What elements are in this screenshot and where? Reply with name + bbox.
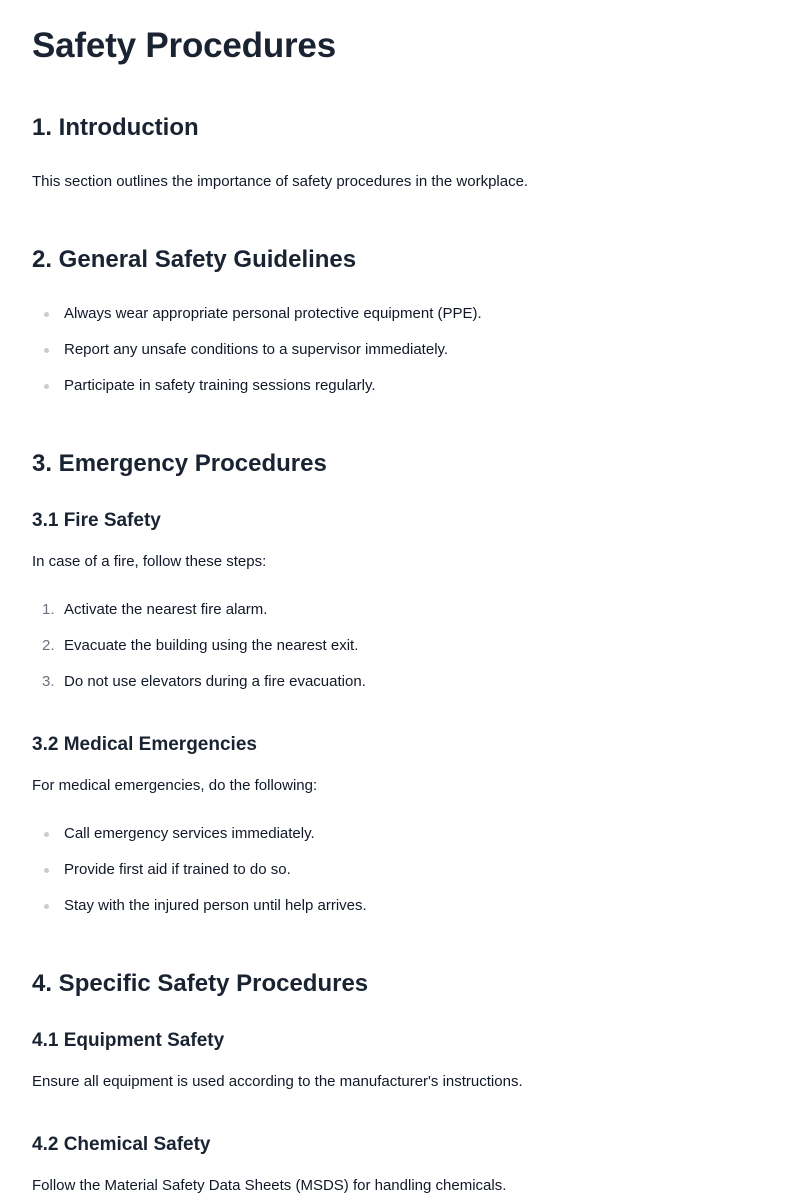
list-item: Provide first aid if trained to do so. [32, 860, 768, 896]
chemical-text: Follow the Material Safety Data Sheets (MSDS) for handling chemicals. [32, 1177, 507, 1194]
fire-safety-steps [32, 600, 768, 708]
section-heading-emergency: 3. Emergency Procedures [32, 450, 327, 477]
fire-safety-text: In case of a fire, follow these steps: [32, 553, 267, 570]
page-title: Safety Procedures [32, 26, 336, 65]
subsection-heading-medical: 3.2 Medical Emergencies [32, 734, 257, 755]
step-text: Do not use elevators during a fire evacuation. [64, 673, 366, 690]
medical-text: For medical emergencies, do the following: [32, 777, 318, 794]
subsection-heading-chemical: 4.2 Chemical Safety [32, 1134, 211, 1155]
equipment-text: Ensure all equipment is used according to the manufacturer's instructions. [32, 1073, 523, 1090]
step-number: 3. [42, 673, 55, 690]
general-safety-list [32, 304, 768, 412]
list-item [32, 636, 768, 672]
subsection-heading-fire-safety: 3.1 Fire Safety [32, 510, 161, 531]
medical-list [32, 824, 768, 932]
section-heading-introduction: 1. Introduction [32, 114, 199, 141]
section-heading-general-safety: 2. General Safety Guidelines [32, 246, 357, 273]
step-text: Evacuate the building using the nearest exit. [64, 637, 359, 654]
step-number: 1. [42, 601, 55, 618]
step-number: 2. [42, 637, 55, 654]
list-item: Always wear appropriate personal protective equipment (PPE). [32, 304, 768, 340]
list-item [32, 600, 768, 636]
step-text: Activate the nearest fire alarm. [64, 601, 268, 618]
subsection-heading-equipment: 4.1 Equipment Safety [32, 1030, 225, 1051]
list-item [32, 672, 768, 708]
list-item: Participate in safety training sessions regularly. [32, 376, 768, 412]
section-heading-specific-safety: 4. Specific Safety Procedures [32, 970, 369, 997]
introduction-text: This section outlines the importance of safety procedures in the workplace. [32, 173, 529, 190]
list-item: Report any unsafe conditions to a supervisor immediately. [32, 340, 768, 376]
list-item: Call emergency services immediately. [32, 824, 768, 860]
list-item: Stay with the injured person until help arrives. [32, 896, 768, 932]
